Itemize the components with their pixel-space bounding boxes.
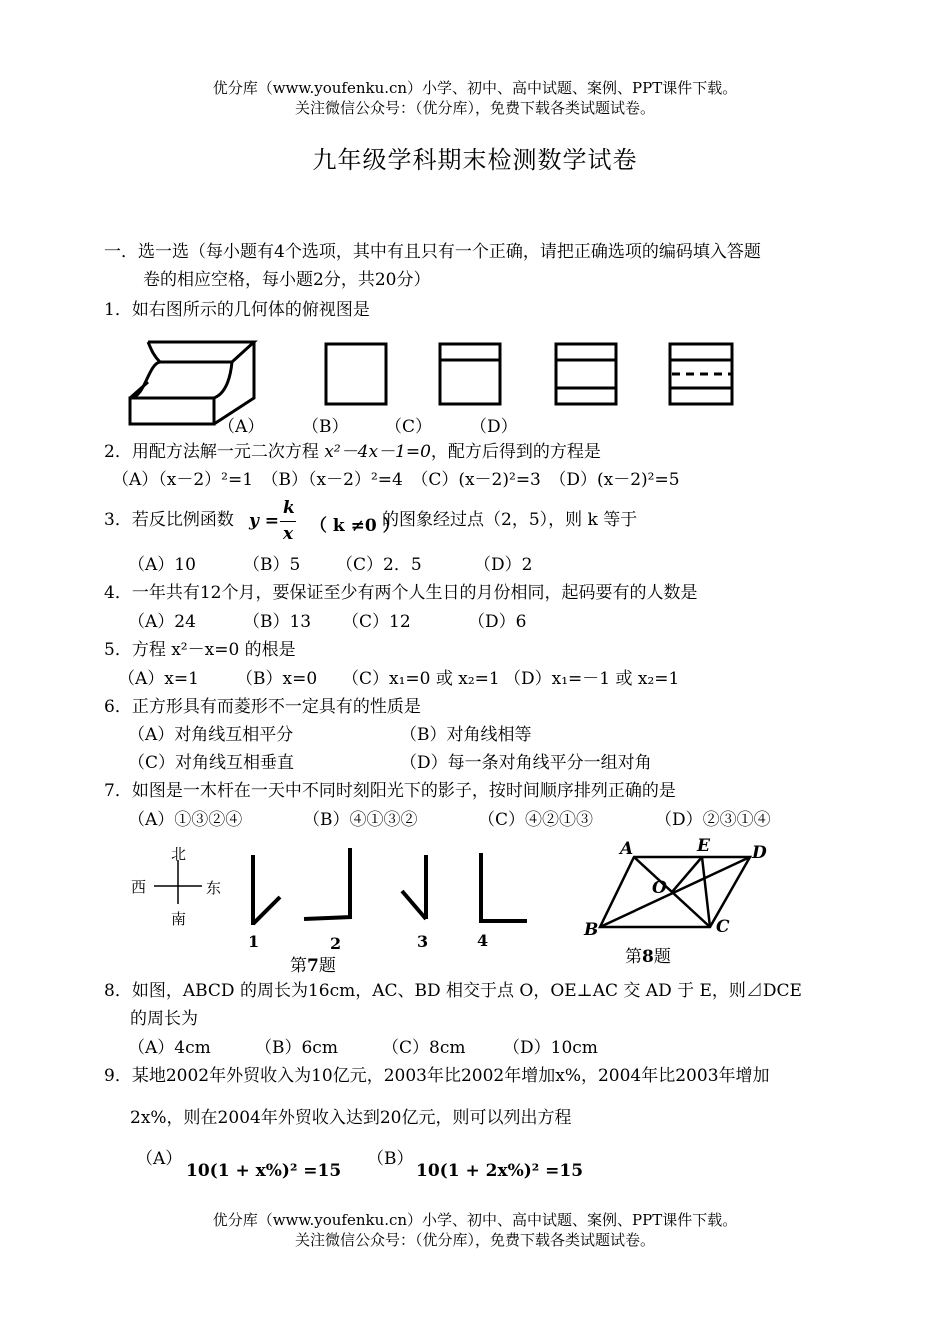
q1-label-b: （B） xyxy=(302,417,349,437)
header-line-2: 关注微信公众号：（优分库），免费下载各类试题试卷。 xyxy=(294,99,655,117)
q1-label-d: （D） xyxy=(470,417,518,437)
q6-option-d: （D）每一条对角线平分一组对角 xyxy=(400,753,652,773)
segment-ec xyxy=(702,857,710,927)
pole-4 xyxy=(479,853,527,922)
q2-stem-pre: 2．用配方法解一元二次方程 xyxy=(104,442,325,462)
q1-stem: 1．如右图所示的几何体的俯视图是 xyxy=(104,300,370,320)
q4-option-c: （C）12 xyxy=(342,612,411,632)
compass-south: 南 xyxy=(171,910,187,928)
point-o-label: O xyxy=(652,878,667,898)
compass-east: 东 xyxy=(206,879,222,897)
q3-option-b: （B）5 xyxy=(243,555,301,575)
section-instructions-line-2: 卷的相应空格，每小题2分，共20分） xyxy=(143,270,431,290)
point-b-label: B xyxy=(584,920,599,940)
q5-option-d: （D）x₁=－1 或 x₂=1 xyxy=(504,669,680,689)
pole-number-4: 4 xyxy=(477,931,489,950)
q2-stem xyxy=(104,441,601,463)
q7-poles-figure xyxy=(240,845,540,935)
q8-caption-pre: 第 xyxy=(625,947,642,967)
q7-option-b: （B）④①③② xyxy=(303,810,418,830)
q3-condition: （ k ≠0 ） xyxy=(310,516,400,536)
q7-figure-caption xyxy=(290,951,336,976)
section-instructions-line-1: 一．选一选（每小题有4个选项，其中有且只有一个正确，请把正确选项的编码填入答题 xyxy=(104,242,761,262)
q8-caption-post: 题 xyxy=(653,947,671,967)
q6-option-b: （B）对角线相等 xyxy=(400,725,532,745)
q6-option-c: （C）对角线互相垂直 xyxy=(128,753,295,773)
q5-option-c: （C）x₁=0 或 x₂=1 xyxy=(342,669,500,689)
q3-function-numerator: k xyxy=(283,498,295,518)
compass-west: 西 xyxy=(131,878,147,896)
q9-option-a-equation: 10(1 + x%)² =15 xyxy=(186,1161,342,1181)
q8-option-d: （D）10cm xyxy=(503,1038,598,1058)
q8-stem-line-2: 的周长为 xyxy=(130,1009,198,1029)
footer-line-1: 优分库（www.youfenku.cn）小学、初中、高中试题、案例、PPT课件下载。 xyxy=(212,1211,738,1229)
q7-caption-post: 题 xyxy=(318,956,336,976)
q6-stem: 6．正方形具有而菱形不一定具有的性质是 xyxy=(104,697,421,717)
q7-option-c: （C）④②①③ xyxy=(478,810,594,830)
q6-option-a: （A）对角线互相平分 xyxy=(128,725,294,745)
q8-option-a: （A）4cm xyxy=(128,1038,211,1058)
q8-caption-num: 8 xyxy=(642,947,654,967)
q3-option-d: （D）2 xyxy=(474,555,533,575)
q2-stem-post: ，配方后得到的方程是 xyxy=(430,442,601,462)
pole-number-1: 1 xyxy=(248,932,260,951)
q5-stem: 5．方程 x²－x=0 的根是 xyxy=(104,640,296,660)
q3-stem-pre: 3．若反比例函数 xyxy=(104,510,234,530)
option-b-square xyxy=(326,344,386,404)
pole-1 xyxy=(253,855,280,925)
q3-option-c: （C）2．5 xyxy=(336,555,422,575)
q7-stem: 7．如图是一木杆在一天中不同时刻阳光下的影子，按时间顺序排列正确的是 xyxy=(104,781,676,801)
q8-figure-caption xyxy=(625,942,671,967)
point-c-label: C xyxy=(716,917,730,937)
point-a-label: A xyxy=(620,839,634,859)
q3-fraction-bar xyxy=(280,521,296,522)
pole-3 xyxy=(402,855,426,919)
header-line-1: 优分库（www.youfenku.cn）小学、初中、高中试题、案例、PPT课件下载。 xyxy=(212,79,738,97)
q7-option-d: （D）②③①④ xyxy=(655,810,771,830)
option-c-figure xyxy=(440,344,500,404)
pole-number-2: 2 xyxy=(330,934,342,953)
compass-cross xyxy=(150,860,210,910)
q2-options: （A）（x－2）²=1 （B）（x－2）²=4 （C）(x－2)²=3 （D）(x－2)²=5 xyxy=(112,470,680,490)
q9-stem-line-1: 9．某地2002年外贸收入为10亿元，2003年比2002年增加x%，2004年比2003年增加 xyxy=(104,1066,770,1086)
point-d-label: D xyxy=(752,843,767,863)
q4-option-a: （A）24 xyxy=(128,612,196,632)
q3-stem-post: 的图象经过点（2，5），则 k 等于 xyxy=(382,510,638,530)
q4-option-b: （B）13 xyxy=(243,612,312,632)
q1-figure xyxy=(120,334,760,434)
q8-option-c: （C）8cm xyxy=(382,1038,466,1058)
q8-option-b: （B）6cm xyxy=(255,1038,338,1058)
q4-option-d: （D）6 xyxy=(468,612,527,632)
q9-stem-line-2: 2x%，则在2004年外贸收入达到20亿元，则可以列出方程 xyxy=(130,1108,572,1128)
q9-option-a-label: （A） xyxy=(136,1149,183,1169)
pole-2 xyxy=(304,848,352,919)
footer-line-2: 关注微信公众号：（优分库），免费下载各类试题试卷。 xyxy=(294,1231,655,1249)
option-d-figure xyxy=(556,344,616,404)
q1-label-c: （C） xyxy=(385,417,433,437)
q5-option-b: （B）x=0 xyxy=(236,669,318,689)
q3-option-a: （A）10 xyxy=(128,555,196,575)
q3-function-y: y = xyxy=(249,511,280,531)
q8-stem-line-1: 8．如图，ABCD 的周长为16cm，AC、BD 相交于点 O，OE⊥AC 交 AD 于 E，则⊿DCE xyxy=(104,981,802,1001)
q1-label-a: （A） xyxy=(218,417,265,437)
point-e-label: E xyxy=(697,836,710,856)
q7-caption-pre: 第 xyxy=(290,956,307,976)
q2-stem-equation: x²－4x－1=0 xyxy=(324,442,431,462)
compass-north: 北 xyxy=(171,845,187,863)
q9-option-b-label: （B） xyxy=(367,1149,414,1169)
page-title: 九年级学科期末检测数学试卷 xyxy=(312,146,638,174)
q9-option-b-equation: 10(1 + 2x%)² =15 xyxy=(416,1161,584,1181)
pole-number-3: 3 xyxy=(417,932,429,951)
q7-option-a: （A）①③②④ xyxy=(128,810,243,830)
q3-function-denominator: x xyxy=(283,524,294,544)
q7-caption-num: 7 xyxy=(307,956,319,976)
option-e-figure xyxy=(670,344,732,404)
q4-stem: 4．一年共有12个月，要保证至少有两个人生日的月份相同，起码要有的人数是 xyxy=(104,583,698,603)
q5-option-a: （A）x=1 xyxy=(118,669,199,689)
